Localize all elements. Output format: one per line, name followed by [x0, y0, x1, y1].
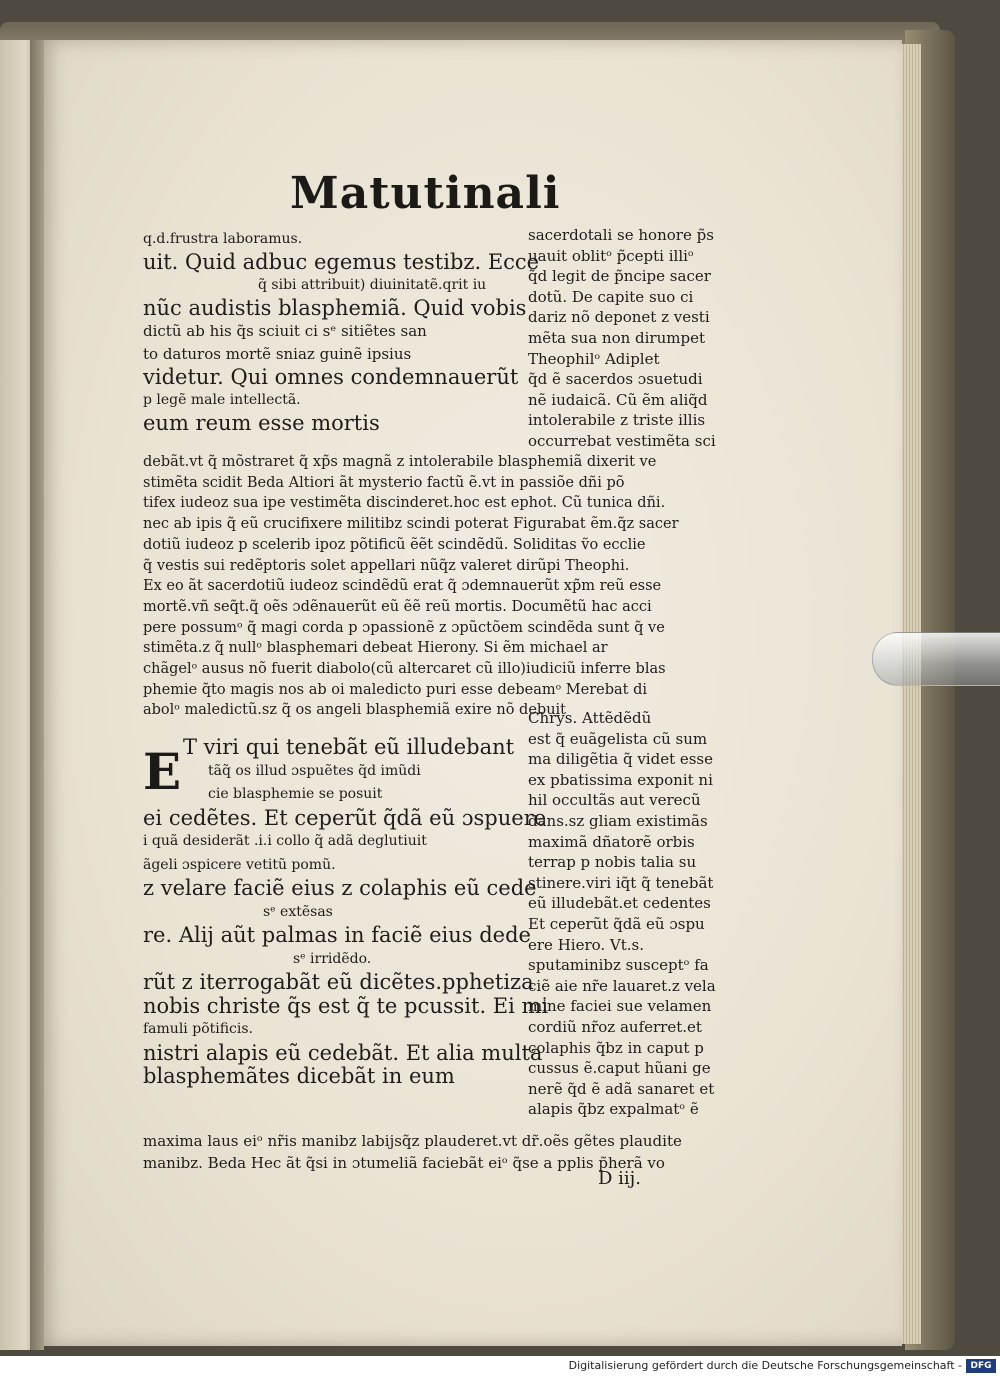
text-line: dictũ ab his q̃s sciuit ci sᵉ sitiẽtes san: [143, 322, 427, 340]
text-line: nec ab ipis q̃ eũ crucifixere militibz scindi poterat Figurabat ẽm.q̃z sacer: [143, 516, 679, 533]
text-line: dotiũ iudeoz p scelerib ipoz põtificũ ẽẽt scindẽdũ. Soliditas ṽo ecclie: [143, 536, 646, 553]
text-line: q̃ sibi attribuit) diuinitatẽ.qrit iu: [258, 277, 487, 293]
text-line: pere possumᵒ q̃ magi corda p ɔpassionẽ z ɔpũctõem scindẽda sunt q̃ ve: [143, 619, 665, 636]
text-line: uit. Quid adbuc egemus testibz. Ecce: [143, 250, 540, 274]
text-line: q̃d ẽ sacerdos ɔsuetudi: [528, 370, 703, 389]
text-line: terrap p nobis talia su: [528, 853, 697, 872]
text-line: stimẽta scidit Beda Altiori ãt mysterio factũ ẽ.vt in passiõe dñi põ: [143, 474, 625, 491]
text-line: cussus ẽ.caput hũani ge: [528, 1059, 711, 1078]
text-line: q.d.frustra laboramus.: [143, 231, 303, 247]
column-left-top: [143, 228, 539, 435]
text-line: stinere.viri iq̃t q̃ tenebãt: [528, 873, 714, 892]
text-line: mẽta sua non dirumpet: [528, 328, 705, 347]
text-line: est q̃ euãgelista cũ sum: [528, 729, 708, 748]
text-line: ex pbatissima exponit ni: [528, 770, 713, 789]
text-line: sᵉ extẽsas: [263, 903, 333, 920]
text-line: maximã dñatorẽ orbis: [528, 832, 695, 851]
text-line: tãq̃ os illud ɔspuẽtes q̃d imũdi: [208, 762, 421, 779]
text-line: ei cedẽtes. Et ceperũt q̃dã eũ ɔspuere: [143, 805, 547, 830]
text-line: ma diligẽtia q̃ videt esse: [528, 750, 714, 769]
text-line: sputaminibz susceptᵒ fa: [528, 956, 709, 975]
text-line: famuli põtificis.: [143, 1021, 254, 1037]
text-line: ciẽ aie nr̃e lauaret.z vela: [528, 976, 716, 995]
text-line: ere Hiero. Vt.s.: [528, 935, 645, 954]
text-line: blasphemãtes dicebãt in eum: [143, 1064, 455, 1088]
text-line: q̃ vestis sui redẽptoris solet appellari nũq̃z valeret dirũpi Theophi.: [143, 557, 630, 574]
text-line: to daturos mortẽ sniaz guinẽ ipsius: [143, 345, 412, 363]
text-line: nobis christe q̃s est q̃ te pcussit. Ei mi: [143, 993, 549, 1018]
text-line: nerẽ q̃d ẽ adã sanaret et: [528, 1079, 715, 1098]
text-line: T viri qui tenebãt eũ illudebant: [183, 735, 515, 759]
text-line: eum reum esse mortis: [143, 411, 380, 435]
text-line: chãgelᵒ ausus nõ fuerit diabolo(cũ altercaret cũ illo)iudiciũ inferre blas: [143, 661, 666, 678]
text-line: stimẽta.z q̃ nullᵒ blasphemari debeat Hierony. Si ẽm michael ar: [143, 640, 608, 657]
text-line: debãt.vt q̃ mõstraret q̃ xp̃s magnã z intolerabile blasphemiã dixerit ve: [143, 454, 657, 470]
dfg-logo: DFG: [966, 1359, 996, 1373]
text-line: mine faciei sue velamen: [528, 997, 712, 1016]
text-line: phemie q̃to magis nos ab oi maledicto puri esse debeamᵒ Merebat di: [143, 681, 648, 698]
page-gutter: [30, 40, 44, 1350]
text-line: tifex iudeoz sua ipe vestimẽta discinderet.hoc est ephot. Cũ tunica dñi.: [143, 495, 666, 512]
text-line: Theophilᵒ Adiplet: [528, 349, 660, 368]
text-line: nũc audistis blasphemiã. Quid vobis: [143, 296, 527, 320]
footer-bar: [0, 1356, 1000, 1376]
text-line: mortẽ.vñ seq̃t.q̃ oẽs ɔdẽnauerũt eũ ẽẽ reũ mortis. Documẽtũ hac acci: [143, 598, 652, 615]
text-line: cordiũ nr̃oz auferret.et: [528, 1017, 702, 1036]
text-line: z velare faciẽ eius z colaphis eũ cede: [143, 876, 537, 900]
text-line: maxima laus eiᵒ nr̃is manibz labijsq̃z plauderet.vt dr̃.oẽs gẽtes plaudite: [143, 1132, 682, 1150]
column-right-middle: [528, 708, 716, 1120]
text-line: Chrys. Attẽdẽdũ: [528, 709, 652, 727]
column-right-top: [528, 225, 716, 452]
text-line: nistri alapis eũ cedebãt. Et alia multa: [143, 1040, 543, 1065]
text-line: re. Alij aũt palmas in faciẽ eius dede: [143, 923, 531, 947]
text-line: Ex eo ãt sacerdotiũ iudeoz scindẽdũ erat q̃ ɔdemnauerũt xp̃m reũ esse: [143, 578, 662, 595]
text-line: sacerdotali se honore p̃s: [528, 226, 714, 244]
text-line: videtur. Qui omnes condemnauerũt: [143, 365, 519, 389]
column-left-middle: [143, 736, 548, 1089]
text-line: colaphis q̃bz in caput p: [528, 1038, 704, 1057]
text-line: manibz. Beda Hec ãt q̃si in ɔtumeliã faciebãt eiᵒ q̃se a pplis p̃herã vo: [143, 1154, 665, 1172]
text-line: dotũ. De capite suo ci: [528, 287, 694, 306]
text-line: occurrebat vestimẽta sci: [528, 431, 716, 450]
text-line: sᵉ irridẽdo.: [293, 950, 372, 967]
footer-credit: Digitalisierung gefördert durch die Deutsche Forschungsgemeinschaft -: [568, 1359, 962, 1372]
commentary-wide-block: [143, 452, 679, 721]
text-line: cie blasphemie se posuit: [208, 786, 383, 802]
text-line: ãgeli ɔspicere vetitũ pomũ.: [143, 856, 336, 873]
text-line: uauit oblitᵒ p̃cepti illiᵒ: [528, 246, 694, 265]
running-title: Matutinali: [290, 168, 561, 219]
text-line: nẽ iudaicã. Cũ ẽm aliq̃d: [528, 390, 708, 409]
text-line: intolerabile z triste illis: [528, 411, 706, 430]
signature-mark: D iij.: [598, 1168, 641, 1189]
text-line: abolᵒ maledictũ.sz q̃ os angeli blasphemiã exire nõ debuit: [143, 702, 566, 719]
text-line: p legẽ male intellectã.: [143, 392, 301, 408]
text-line: eũ illudebãt.et cedentes: [528, 894, 711, 913]
text-line: dans.sz gliam existimãs: [528, 811, 708, 830]
text-line: Et ceperũt q̃dã eũ ɔspu: [528, 914, 705, 933]
text-line: hil occultãs aut verecũ: [528, 791, 701, 810]
drop-cap-initial: E: [143, 742, 182, 801]
text-line: q̃d legit de p̃ncipe sacer: [528, 267, 711, 286]
text-line: dariz nõ deponet z vesti: [528, 308, 710, 327]
glass-page-clip: [872, 632, 1000, 686]
text-line: i quã desiderãt .i.i collo q̃ adã deglutiuit: [143, 833, 427, 849]
text-line: rũt z iterrogabãt eũ dicẽtes.pphetiza: [143, 970, 534, 994]
text-line: alapis q̃bz expalmatᵒ ẽ: [528, 1100, 699, 1119]
